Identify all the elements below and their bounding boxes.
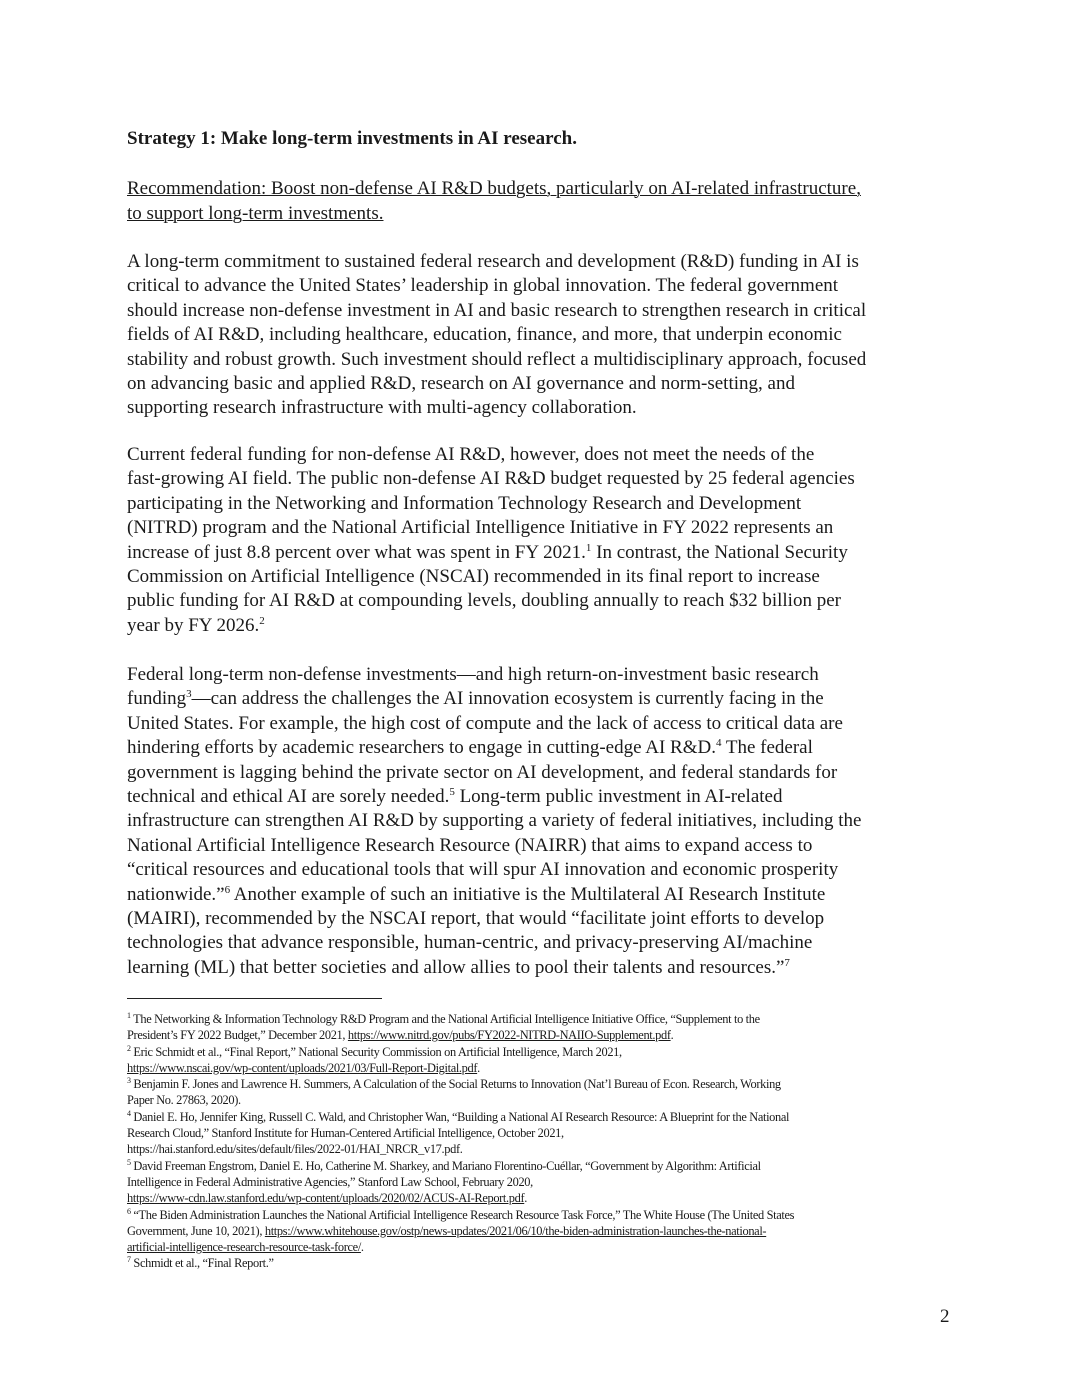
text-run: fast-growing AI field. The public non-defense AI R&D budget requested by 25 federal agencies xyxy=(127,468,855,490)
text-line xyxy=(127,1239,794,1255)
text-run: Paper No. 27863, 2020). xyxy=(127,1093,241,1108)
text-line xyxy=(127,1076,794,1092)
text-run: (NITRD) program and the National Artificial Intelligence Initiative in FY 2022 represents an xyxy=(127,517,834,539)
text-run: Eric Schmidt et al., “Final Report,” National Security Commission on Artificial Intelligence, March 2021, xyxy=(130,1044,622,1059)
footnote-divider xyxy=(127,998,382,999)
text-run: https://hai.stanford.edu/sites/default/files/2022-01/HAI_NRCR_v17.pdf. xyxy=(127,1142,463,1157)
text-run: Benjamin F. Jones and Lawrence H. Summers, A Calculation of the Social Returns to Innovation (Nat’l Bureau of Econ. Research, Working xyxy=(130,1077,781,1092)
recommendation xyxy=(127,176,861,226)
footnote-link[interactable]: artificial-intelligence-research-resource-task-force/ xyxy=(127,1240,361,1255)
text-line xyxy=(127,834,861,858)
text-line xyxy=(127,348,866,372)
text-line xyxy=(127,1092,794,1108)
text-line xyxy=(127,541,855,565)
footnote-ref: 4 xyxy=(127,1108,131,1118)
text-line xyxy=(127,1174,794,1190)
footnote-ref: 2 xyxy=(127,1043,131,1053)
text-line xyxy=(127,323,866,347)
text-run: technical and ethical AI are sorely needed. xyxy=(127,786,450,808)
text-run: The Networking & Information Technology R&D Program and the National Artificial Intelligence Initiative Office, “Supplement to the xyxy=(130,1012,760,1026)
text-run: critical to advance the United States’ leadership in global innovation. The federal government xyxy=(127,275,839,297)
text-run: should increase non-defense investment in AI and basic research to strengthen research in critical xyxy=(127,299,867,321)
footnote-ref: 7 xyxy=(784,956,790,969)
text-line xyxy=(127,883,861,907)
text-line xyxy=(127,1011,794,1027)
text-line xyxy=(127,589,855,613)
text-line xyxy=(127,809,861,833)
footnote-ref: 3 xyxy=(127,1076,131,1086)
text-line xyxy=(127,492,855,516)
text-run: Federal long-term non-defense investments—and high return-on-investment basic research xyxy=(127,664,819,685)
footnote-link[interactable]: https://www.nscai.gov/wp-content/uploads/2021/03/Full-Report-Digital.pdf xyxy=(127,1060,478,1075)
text-run: The federal xyxy=(721,737,813,759)
footnote-ref: 5 xyxy=(449,786,455,799)
text-run: participating in the Networking and Information Technology Research and Development xyxy=(127,492,802,514)
body-paragraph xyxy=(127,250,866,421)
text-run: Another example of such an initiative is the Multilateral AI Research Institute xyxy=(230,883,826,905)
text-run: funding xyxy=(127,688,187,710)
text-run: Government, June 10, 2021), xyxy=(127,1223,265,1238)
text-run: A long-term commitment to sustained federal research and development (R&D) funding in AI is xyxy=(127,251,859,272)
text-line xyxy=(127,956,861,980)
footnote-ref: 6 xyxy=(224,883,231,896)
text-line xyxy=(127,299,866,323)
footnote-ref: 4 xyxy=(715,737,722,750)
text-line xyxy=(127,1141,794,1157)
footnotes xyxy=(127,1011,794,1272)
footnote-ref: 1 xyxy=(585,541,592,554)
footnote-ref: 2 xyxy=(259,614,265,627)
body-paragraph xyxy=(127,663,861,980)
text-line xyxy=(127,274,866,298)
text-run: “The Biden Administration Launches the National Artificial Intelligence Research Resource Task Force,” The White House (The United States xyxy=(130,1207,795,1222)
text-line xyxy=(127,761,861,785)
footnote-link[interactable]: https://www-cdn.law.stanford.edu/wp-content/uploads/2020/02/ACUS-AI-Report.pdf xyxy=(127,1191,525,1206)
text-run: stability and robust growth. Such investment should reflect a multidisciplinary approach, focused xyxy=(127,348,867,370)
text-run: public funding for AI R&D at compounding levels, doubling annually to reach $32 billion per xyxy=(127,590,841,612)
text-line xyxy=(127,663,861,687)
text-line xyxy=(127,1223,794,1239)
text-line xyxy=(127,736,861,760)
text-line xyxy=(127,1125,794,1141)
text-run: . xyxy=(524,1191,527,1206)
footnote-link[interactable]: https://www.whitehouse.gov/ostp/news-updates/2021/06/10/the-biden-administration-launches-the-national- xyxy=(264,1223,767,1238)
text-run: Daniel E. Ho, Jennifer King, Russell C. Wald, and Christopher Wan, “Building a National AI Research Resource: A Blueprint for the National xyxy=(130,1109,790,1124)
text-run: fields of AI R&D, including healthcare, education, finance, and more, that underpin economic xyxy=(127,324,842,346)
text-line xyxy=(127,614,855,638)
text-line xyxy=(127,467,855,491)
text-run: National Artificial Intelligence Research Resource (NAIRR) that aims to expand access to xyxy=(127,834,813,856)
footnote-ref: 3 xyxy=(186,688,192,701)
body-paragraph xyxy=(127,443,855,638)
text-line xyxy=(127,516,855,540)
text-line xyxy=(127,1158,794,1174)
text-run: supporting research infrastructure with multi-agency collaboration. xyxy=(127,397,637,419)
text-line xyxy=(127,1255,794,1271)
text-line xyxy=(127,396,866,420)
text-line xyxy=(127,931,861,955)
text-line xyxy=(127,250,866,274)
text-line xyxy=(127,687,861,711)
text-run: Research Cloud,” Stanford Institute for Human-Centered Artificial Intelligence, October 2021, xyxy=(127,1126,564,1141)
text-line xyxy=(127,907,861,931)
footnote-ref: 1 xyxy=(127,1011,131,1020)
text-run: Intelligence in Federal Administrative Agencies,” Stanford Law School, February 2020, xyxy=(127,1174,533,1189)
page-number: 2 xyxy=(940,1306,950,1327)
footnote-ref: 6 xyxy=(127,1206,131,1216)
text-run: . xyxy=(670,1028,674,1043)
text-line xyxy=(127,858,861,882)
text-line xyxy=(127,372,866,396)
text-run: . xyxy=(360,1240,364,1255)
text-run: David Freeman Engstrom, Daniel E. Ho, Catherine M. Sharkey, and Mariano Florentino-Cuéllar, “Government by Algorithm: Artificial xyxy=(130,1158,761,1173)
text-run: —can address the challenges the AI innovation ecosystem is currently facing in the xyxy=(191,688,824,710)
text-run: hindering efforts by academic researchers to engage in cutting-edge AI R&D. xyxy=(127,737,716,759)
text-line xyxy=(127,1190,794,1206)
text-run: In contrast, the National Security xyxy=(591,541,848,563)
text-run: United States. For example, the high cost of compute and the lack of access to critical data are xyxy=(127,712,843,734)
text-run: (MAIRI), recommended by the NSCAI report, that would “facilitate joint efforts to develop xyxy=(127,908,825,930)
text-run: Long-term public investment in AI-related xyxy=(454,786,783,808)
text-run: learning (ML) that better societies and allow allies to pool their talents and resources.” xyxy=(127,956,785,978)
text-line xyxy=(127,565,855,589)
text-line xyxy=(127,785,861,809)
text-run: “critical resources and educational tools that will spur AI innovation and economic prosperity xyxy=(127,859,839,881)
text-run: year by FY 2026. xyxy=(127,614,260,636)
text-line xyxy=(127,712,861,736)
text-run: government is lagging behind the private sector on AI development, and federal standards for xyxy=(127,761,838,783)
footnote-ref: 5 xyxy=(127,1157,131,1167)
text-line xyxy=(127,443,855,467)
text-line xyxy=(127,1109,794,1125)
recommendation-line: to support long-term investments. xyxy=(127,203,384,224)
text-run: Commission on Artificial Intelligence (NSCAI) recommended in its final report to increase xyxy=(127,566,820,588)
text-run: . xyxy=(477,1060,480,1075)
text-line xyxy=(127,1060,794,1076)
footnote-ref: 7 xyxy=(127,1255,131,1265)
text-run: increase of just 8.8 percent over what was spent in FY 2021. xyxy=(127,541,586,563)
text-run: President’s FY 2022 Budget,” December 2021, xyxy=(127,1028,348,1043)
text-run: Schmidt et al., “Final Report.” xyxy=(130,1256,274,1271)
text-run: infrastructure can strengthen AI R&D by supporting a variety of federal initiatives, including the xyxy=(127,810,862,832)
text-run: Current federal funding for non-defense AI R&D, however, does not meet the needs of the xyxy=(127,444,815,465)
recommendation-line: Recommendation: Boost non-defense AI R&D budgets, particularly on AI-related infrastructure, xyxy=(127,178,861,199)
text-run: on advancing basic and applied R&D, research on AI governance and norm-setting, and xyxy=(127,373,795,395)
section-heading: Strategy 1: Make long-term investments in AI research. xyxy=(127,128,577,149)
text-run: technologies that advance responsible, human-centric, and privacy-preserving AI/machine xyxy=(127,932,813,954)
text-run: nationwide.” xyxy=(127,883,225,905)
footnote-link[interactable]: https://www.nitrd.gov/pubs/FY2022-NITRD-NAIIO-Supplement.pdf xyxy=(347,1028,671,1043)
text-line xyxy=(127,1207,794,1223)
text-line xyxy=(127,1044,794,1060)
text-line xyxy=(127,1027,794,1043)
